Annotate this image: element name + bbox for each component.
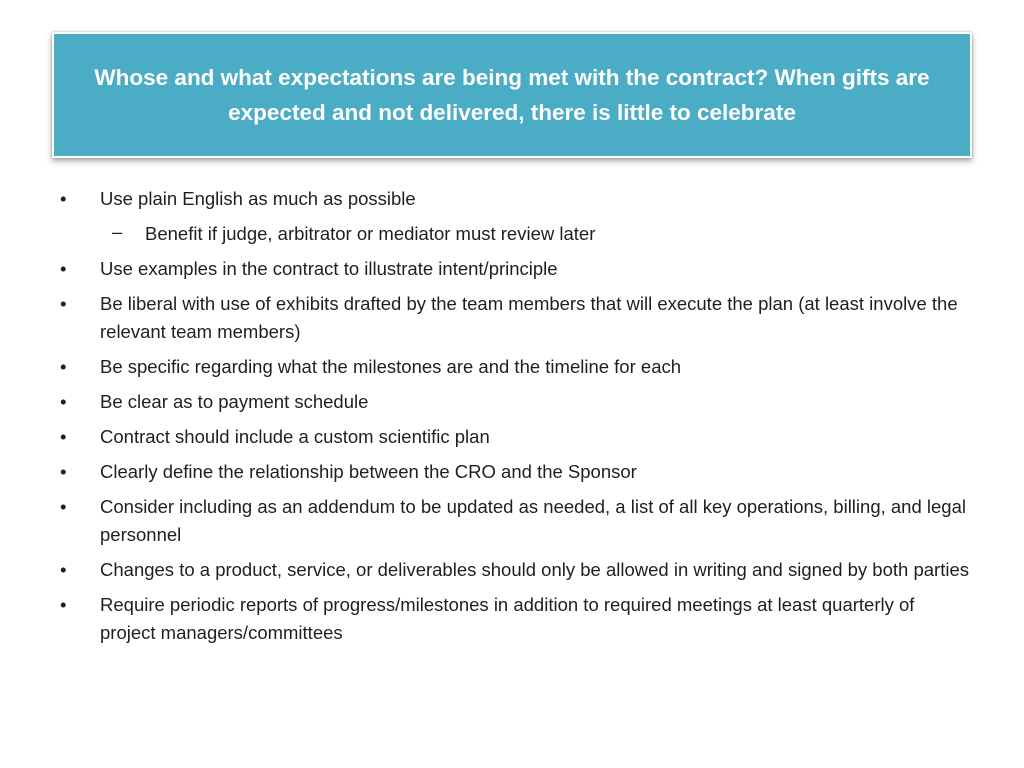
- bullet-icon: •: [60, 559, 67, 580]
- bullet-icon: •: [60, 496, 67, 517]
- bullet-icon: •: [60, 461, 67, 482]
- bullet-item: [60, 185, 970, 213]
- bullet-text: Be clear as to payment schedule: [100, 391, 369, 412]
- bullet-icon: •: [60, 356, 67, 377]
- bullet-text: Contract should include a custom scientific plan: [100, 426, 490, 447]
- bullet-text: Be specific regarding what the milestones are and the timeline for each: [100, 356, 682, 377]
- bullet-text: Be liberal with use of exhibits drafted by the team members that will execute the plan (at least involve the relevant team members): [100, 293, 958, 342]
- bullet-text: Consider including as an addendum to be updated as needed, a list of all key operations, billing, and legal personnel: [100, 496, 966, 545]
- bullet-text: Use examples in the contract to illustrate intent/principle: [100, 258, 558, 279]
- bullet-icon: •: [60, 258, 67, 279]
- bullet-item: [60, 556, 970, 584]
- bullet-text: Use plain English as much as possible: [100, 188, 416, 209]
- bullet-text: Require periodic reports of progress/milestones in addition to required meetings at least quarterly of project managers/committees: [100, 594, 915, 643]
- bullet-item: [60, 290, 970, 346]
- sub-bullet-item: [60, 220, 970, 248]
- bullet-list: [60, 185, 970, 654]
- bullet-icon: •: [60, 426, 67, 447]
- bullet-item: [60, 423, 970, 451]
- bullet-icon: •: [60, 188, 67, 209]
- bullet-icon: •: [60, 293, 67, 314]
- bullet-icon: •: [60, 594, 67, 615]
- bullet-item: [60, 591, 970, 647]
- bullet-item: [60, 458, 970, 486]
- bullet-item: [60, 255, 970, 283]
- dash-icon: –: [112, 221, 123, 242]
- bullet-item: [60, 493, 970, 549]
- bullet-text: Clearly define the relationship between the CRO and the Sponsor: [100, 461, 637, 482]
- bullet-item: [60, 353, 970, 381]
- sub-bullet-text: Benefit if judge, arbitrator or mediator must review later: [145, 223, 596, 244]
- slide-title: Whose and what expectations are being met with the contract? When gifts are expected and not delivered, there is little to celebrate: [94, 65, 930, 125]
- bullet-item: [60, 388, 970, 416]
- bullet-text: Changes to a product, service, or deliverables should only be allowed in writing and signed by both parties: [100, 559, 969, 580]
- bullet-icon: •: [60, 391, 67, 412]
- title-banner: [52, 32, 972, 158]
